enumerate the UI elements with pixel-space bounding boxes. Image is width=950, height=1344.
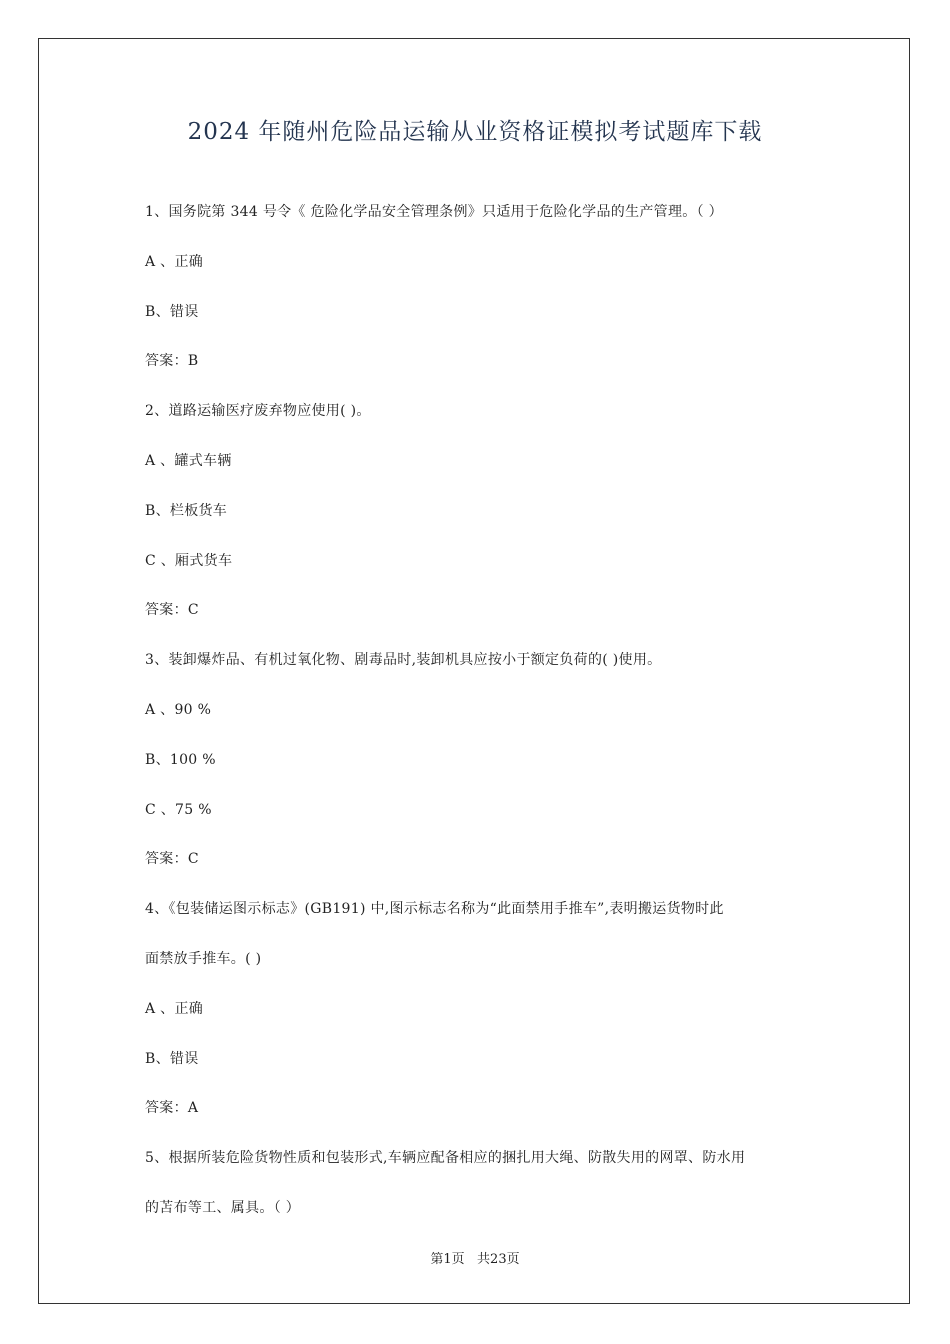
question-3-text: 3、装卸爆炸品、有机过氧化物、剧毒品时,装卸机具应按小于额定负荷的( )使用。 <box>145 652 662 669</box>
question-5-text-line-2: 的苫布等工、属具。（ ） <box>145 1199 301 1216</box>
question-1-text: 1、国务院第 344 号令《 危险化学品安全管理条例》只适用于危险化学品的生产管理。（ ） <box>145 204 723 220</box>
question-2-option-a: A 、罐式车辆 <box>145 452 232 469</box>
question-3-option-a: A 、90 % <box>145 701 212 718</box>
question-3-option-c: C 、75 % <box>145 801 212 818</box>
question-3-answer: 答案：C <box>145 851 199 868</box>
page-number: 第1页 共23页 <box>430 1252 520 1267</box>
question-4-answer: 答案：A <box>145 1100 199 1117</box>
document-title: 2024 年随州危险品运输从业资格证模拟考试题库下载 <box>187 119 763 145</box>
question-4-text-line-1: 4、《包装储运图示标志》(GB191) 中,图示标志名称为“此面禁用手推车”,表明搬运货物时此 <box>145 901 724 918</box>
question-5-text-line-1: 5、根据所装危险货物性质和包装形式,车辆应配备相应的捆扎用大绳、防散失用的网罩、防水用 <box>145 1150 746 1167</box>
question-1-option-a: A 、正确 <box>145 253 204 270</box>
question-list <box>145 200 825 1246</box>
question-4-option-a: A 、正确 <box>145 1000 204 1017</box>
question-2-option-c: C 、厢式货车 <box>145 552 233 569</box>
question-3-option-b: B、100 % <box>145 751 216 768</box>
question-4-text-line-2: 面禁放手推车。( ) <box>145 950 262 967</box>
question-2-option-b: B、栏板货车 <box>145 502 228 519</box>
question-1-option-b: B、错误 <box>145 303 199 320</box>
question-2-answer: 答案：C <box>145 602 199 619</box>
question-4-option-b: B、错误 <box>145 1050 199 1067</box>
question-1-answer: 答案：B <box>145 353 199 370</box>
question-2-text: 2、道路运输医疗废弃物应使用( )。 <box>145 403 371 420</box>
